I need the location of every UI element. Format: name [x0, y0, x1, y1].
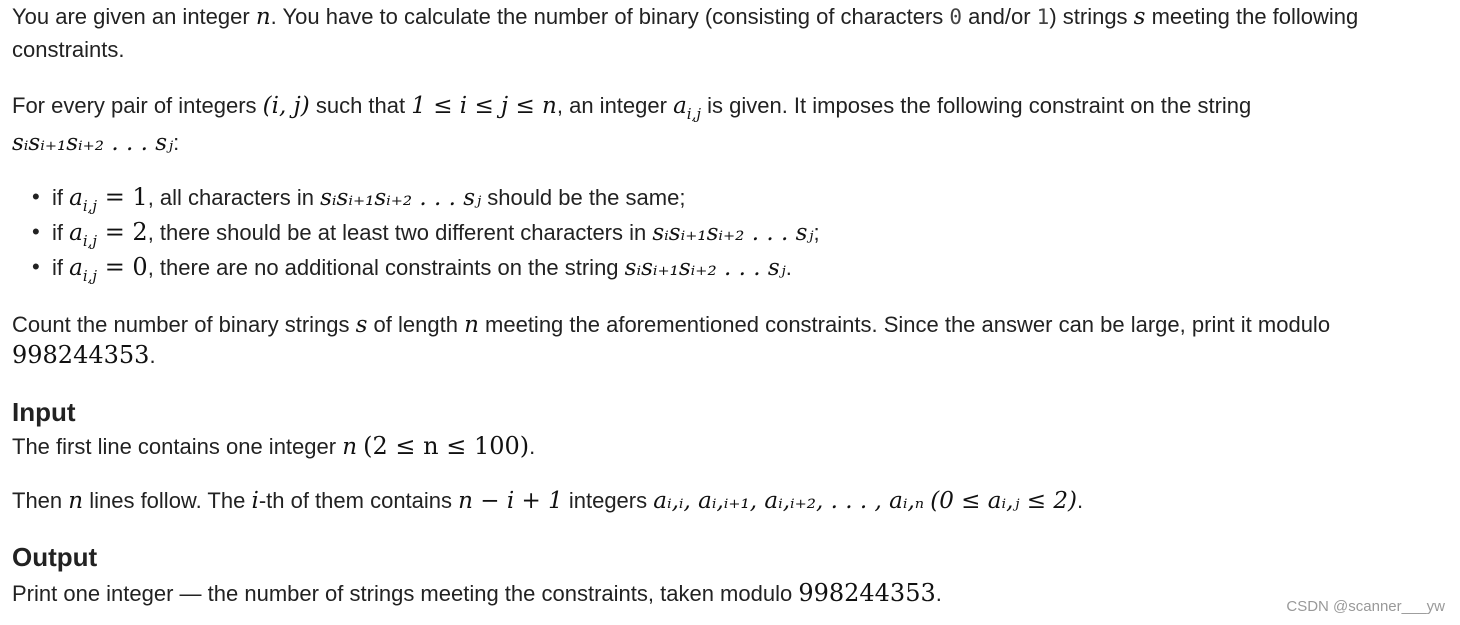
math-substring: sᵢsᵢ₊₁sᵢ₊₂ . . . sⱼ	[624, 255, 786, 281]
math-list: aᵢ,ᵢ, aᵢ,ᵢ₊₁, aᵢ,ᵢ₊₂, . . . , aᵢ,ₙ	[653, 488, 925, 514]
char-one: 1	[1036, 5, 1050, 29]
output-text: Print one integer — the number of strings meeting the constraints, taken modulo	[12, 581, 799, 606]
watermark: CSDN @scanner___yw	[1286, 598, 1445, 615]
output-heading: Output	[12, 542, 98, 572]
math-a: a	[69, 185, 83, 211]
count-line-2	[12, 340, 156, 371]
intro-line-1	[12, 2, 1358, 32]
math-equals: = 2	[97, 218, 148, 246]
count-line-1	[12, 310, 1330, 340]
math-a-subscript: i,j	[82, 197, 98, 215]
intro-line-2: constraints.	[12, 37, 125, 62]
input-line-2	[12, 486, 1083, 516]
input-text: .	[529, 434, 536, 459]
list-item	[52, 217, 820, 248]
list-text: if	[52, 220, 70, 245]
math-a: a	[69, 255, 83, 281]
math-a-ij	[69, 255, 98, 285]
bullet-dot: •	[32, 219, 40, 244]
math-i: i	[251, 488, 259, 514]
intro-text: and/or	[962, 4, 1037, 29]
math-s: s	[1133, 4, 1146, 30]
bullet-dot: •	[32, 184, 40, 209]
bullet-dot: •	[32, 254, 40, 279]
intro-text: . You have to calculate the number of binary (consisting of characters	[270, 4, 950, 29]
intro-text: You are given an integer	[12, 4, 256, 29]
output-text: .	[935, 581, 942, 606]
count-text: meeting the aforementioned constraints. Since the answer can be large, print it modulo	[478, 312, 1331, 337]
input-text: .	[1076, 488, 1084, 513]
math-range: 1 ≤ i ≤ j ≤ n	[411, 93, 557, 119]
math-n: n	[464, 312, 479, 338]
list-text: if	[52, 255, 70, 280]
math-substring: sᵢsᵢ₊₁sᵢ₊₂ . . . sⱼ	[320, 185, 482, 211]
math-range: (0 ≤ aᵢ,ⱼ ≤ 2)	[930, 488, 1077, 514]
intro-text: meeting the following	[1145, 4, 1359, 29]
char-zero: 0	[949, 5, 963, 29]
input-heading: Input	[12, 397, 76, 427]
math-a-subscript: i,j	[82, 267, 98, 285]
math-a-subscript: i,j	[686, 105, 701, 123]
count-text: .	[149, 343, 156, 368]
input-text: The first line contains one integer	[12, 434, 343, 459]
modulo-value: 998244353	[798, 579, 936, 607]
math-equals: = 1	[97, 183, 148, 211]
math-n: n	[342, 434, 358, 460]
input-text: -th of them contains	[258, 488, 459, 513]
constraint-text: For every pair of integers	[12, 93, 263, 118]
modulo-value: 998244353	[12, 341, 150, 369]
constraint-intro-line-1	[12, 91, 1251, 121]
math-equals: = 0	[97, 253, 148, 281]
math-a-ij	[69, 185, 98, 215]
math-a: a	[69, 220, 83, 246]
math-n: n	[68, 488, 84, 514]
list-text: if	[52, 185, 70, 210]
constraint-text: such that	[309, 93, 412, 118]
count-text: Count the number of binary strings	[12, 312, 356, 337]
math-s: s	[355, 312, 368, 338]
list-text: , there are no additional constraints on the string	[147, 255, 625, 280]
list-text: ;	[813, 220, 820, 245]
math-n: n	[255, 4, 271, 30]
math-a-ij	[69, 220, 98, 250]
math-a-ij	[673, 93, 701, 123]
constraint-intro-line-2	[12, 128, 179, 158]
input-text: lines follow. The	[83, 488, 252, 513]
math-substring: sᵢsᵢ₊₁sᵢ₊₂ . . . sⱼ	[12, 130, 174, 156]
list-text: .	[785, 255, 792, 280]
input-text: integers	[562, 488, 654, 513]
output-line	[12, 578, 942, 609]
list-item	[52, 182, 685, 213]
list-item	[52, 252, 792, 283]
input-text: Then	[12, 488, 69, 513]
input-line-1	[12, 431, 535, 462]
count-text: of length	[367, 312, 465, 337]
intro-text: ) strings	[1049, 4, 1134, 29]
constraint-text: , an integer	[556, 93, 674, 118]
constraint-text: is given. It imposes the following constraint on the string	[701, 93, 1252, 118]
colon: :	[173, 130, 180, 155]
list-text: , all characters in	[147, 185, 321, 210]
math-pair: (i, j)	[262, 93, 310, 119]
math-expression: n − i + 1	[458, 488, 563, 514]
math-substring: sᵢsᵢ₊₁sᵢ₊₂ . . . sⱼ	[652, 220, 814, 246]
math-range: (2 ≤ n ≤ 100)	[363, 432, 530, 460]
list-text: should be the same;	[481, 185, 686, 210]
math-a: a	[673, 93, 687, 119]
list-text: , there should be at least two different characters in	[147, 220, 653, 245]
math-a-subscript: i,j	[82, 232, 98, 250]
